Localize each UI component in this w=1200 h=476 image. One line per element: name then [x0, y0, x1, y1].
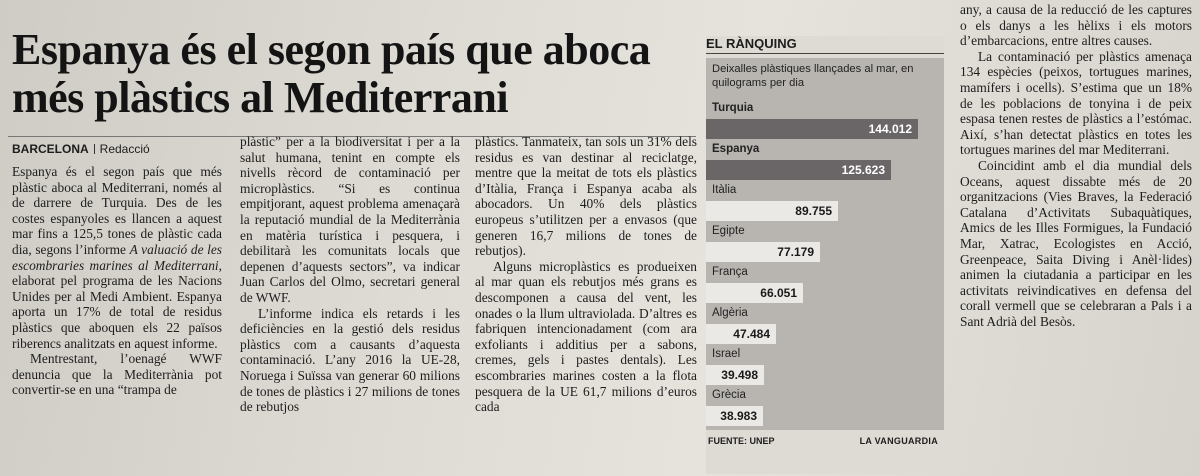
paragraph: plàstic” per a la biodiversitat i per a la salut humana, tenint en compte els nivells rècord de contaminació per microplàstics. “Si es continua empitjorant, aquest problema amenaçarà la reputació mundial de la Mediterrània en matèria turística i pesquera, i debilitarà les comunitats locals que depenen d’aquests sectors”, va indicar Juan Carlos del Olmo, secretari general de WWF. — [240, 134, 460, 305]
bar-value-label: 38.983 — [720, 409, 757, 423]
bar-row-egipte — [706, 225, 944, 265]
bar-value-label: 77.179 — [777, 245, 814, 259]
bar-category-label: França — [712, 266, 748, 278]
bar-row-algèria — [706, 307, 944, 347]
chart-brand: LA VANGUARDIA — [859, 436, 938, 446]
paragraph — [12, 164, 222, 351]
article-column-1 — [12, 164, 222, 398]
bar-category-label: Itàlia — [712, 184, 737, 196]
article-column-3 — [475, 134, 697, 415]
byline-separator — [94, 144, 95, 154]
bar-row-espanya — [706, 143, 944, 183]
paragraph: Mentrestant, l’oenagé WWF denuncia que la Mediterrània pot convertir-se en una “trampa de — [12, 351, 222, 398]
bar-value-label: 39.498 — [721, 368, 758, 382]
article-column-2 — [240, 134, 460, 415]
byline-city: BARCELONA — [12, 142, 89, 156]
paragraph: Coincidint amb el dia mundial dels Oceans, aquest dissabte més de 20 organitzacions (Vies Braves, la Federació Catalana d’Activitats Subaquàtiques, Amics de les Illes Formigues, la Fundació Mar, Xatrac, Ecologistes en Acció, Greenpeace, Saita Diving i Anèl·lides) animen la ciutadania a participar en les activitats reivindicatives en defensa del corall vermell que se celebraran a Pals i a Sant Adrià del Besòs. — [960, 157, 1192, 329]
report-title: A valuació de les escombraries marines al Mediterrani — [12, 241, 223, 273]
chart-panel — [706, 58, 944, 430]
chart-subtitle: Deixalles plàstiques llançades al mar, en quilograms per dia — [712, 63, 914, 89]
paragraph: Alguns microplàstics es produeixen al mar quan els rebutjos més grans es descomponen a causa del vent, les onades o la llum ultraviolada. D’altres es fabriquen intencionadament (com ara exfoliants i additius per a sabons, cremes, gels i pastes dentals). Les escombraries marines costen a la flota pesquera de la UE 61,7 milions d’euros cada — [475, 258, 697, 415]
paragraph: plàstics. Tanmateix, tan sols un 31% dels residus es van destinar al reciclatge, mentre que la meitat de tots els plàstics d’Itàlia, França i Espanya acaba als abocadors. Un 40% dels plàstics europeus s’utilitzen per a envasos (que generen 16,7 milions de tones de rebutjos). — [475, 134, 697, 259]
paragraph: La contaminació per plàstics amenaça 134 espècies (peixos, tortugues marines, mamífers i ocells). S’estima que un 18% de les poblacions de tonyina i de peix espasa tenen restes de plàstics a l’estómac. Així, s’han detectat plàstics en totes les tortugues marines del mar Mediterrani. — [960, 48, 1192, 158]
text-run: , elaborat pel programa de les Nacions Unides per al Medi Ambient. Espanya aporta un 17% de total de residus plàstics que aboquen els 22 països riberencs analitzats en aquest informe. — [12, 257, 222, 351]
bar-category-label: Israel — [712, 348, 741, 360]
text-run: Espanya és el segon país que més plàstic aboca al Mediterrani, només al de darrere de Turquia. Des de les costes espanyoles es llancen a aquest mar fins a 125,5 tones de plàstic cada dia, segons l’informe — [12, 164, 222, 257]
byline-author: Redacció — [99, 142, 150, 156]
bar-value-label: 125.623 — [841, 163, 885, 177]
ranking-chart — [706, 36, 944, 474]
bar-value-label: 144.012 — [868, 122, 912, 136]
bar-category-label: Espanya — [712, 143, 760, 155]
bar-category-label: Algèria — [712, 307, 748, 319]
bar-category-label: Grècia — [712, 389, 746, 401]
bar-row-israel — [706, 348, 944, 388]
chart-source: FUENTE: UNEP — [708, 436, 775, 446]
chart-title: EL RÀNQUING — [706, 36, 944, 54]
bar-row-grècia — [706, 389, 944, 429]
bar-value-label: 89.755 — [795, 204, 832, 218]
paragraph: L’informe indica els retards i les deficiències en la gestió dels residus plàstics com a causants d’aquesta contaminació. L’any 2016 la UE-28, Noruega i Suïssa van generar 60 milions de tones de plàstics i 27 milions de tones de rebutjos — [240, 305, 460, 415]
paragraph: any, a causa de la reducció de les captures o els danys a les hèlixs i els motors d’embarcacions, entre altres causes. — [960, 2, 1192, 49]
bar-row-frança — [706, 266, 944, 306]
bar-category-label: Turquia — [712, 102, 754, 114]
headline: Espanya és el segon país que aboca més plàstics al Mediterrani — [12, 25, 651, 122]
bar-row-turquia — [706, 102, 944, 142]
bar-value-label: 47.484 — [733, 327, 770, 341]
byline — [12, 142, 150, 156]
article-column-4 — [960, 2, 1192, 329]
bar-category-label: Egipte — [712, 225, 745, 237]
bar-row-itàlia — [706, 184, 944, 224]
bar-value-label: 66.051 — [760, 286, 797, 300]
